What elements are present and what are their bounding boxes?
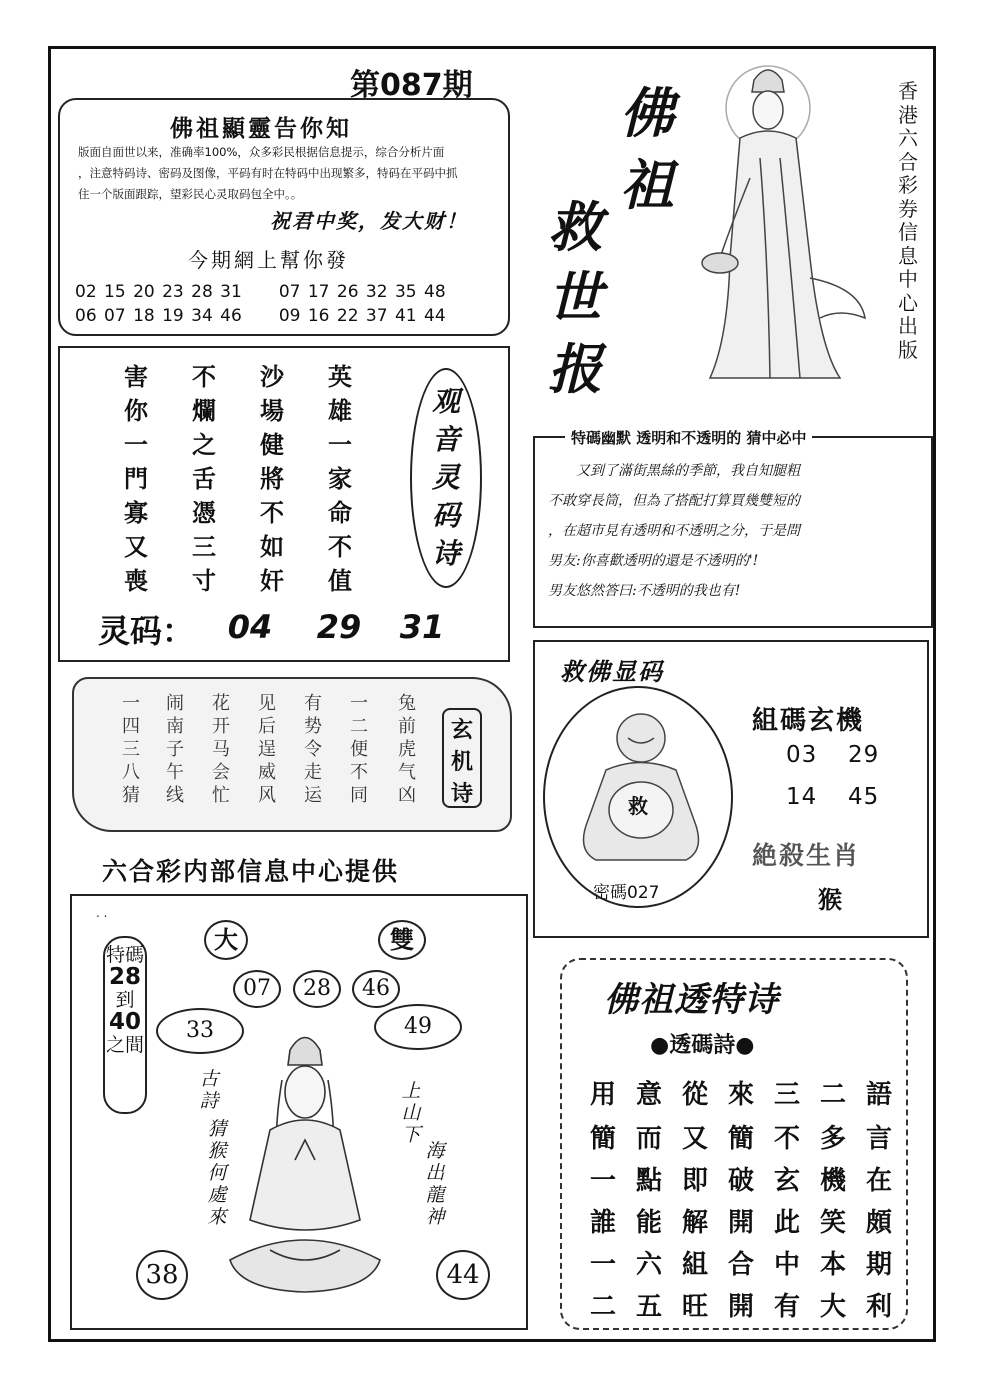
double-badge: 雙 xyxy=(378,920,426,960)
number-circle: 44 xyxy=(436,1250,490,1300)
code-number: 04 xyxy=(227,608,273,646)
poem-column: 害 你 一 門 寡 又 喪 xyxy=(124,362,148,595)
title-char: 佛 xyxy=(620,81,674,145)
pill-number: 40 xyxy=(108,1009,141,1035)
poem-row: 一點即破玄機在 xyxy=(590,1166,913,1196)
scroll-column: 一 四 三 八 猜 xyxy=(122,693,140,806)
tou-poem-title: 佛祖透特诗 xyxy=(604,980,779,1020)
right-vertical-poem-2 xyxy=(422,1140,448,1228)
poem-row: 用意從來三二語 xyxy=(590,1080,913,1110)
poem-char: 下 xyxy=(401,1124,421,1146)
standing-guanyin-illustration xyxy=(690,58,880,394)
pill-number: 28 xyxy=(108,964,141,990)
scroll-column: 有 势 令 走 运 xyxy=(304,693,322,806)
code-label: 灵码： xyxy=(98,612,195,650)
seated-guanyin-illustration xyxy=(210,1020,400,1300)
scroll-column: 兔 前 虎 气 凶 xyxy=(398,693,416,806)
provider-line: 六合彩内部信息中心提供 xyxy=(102,857,400,886)
scroll-column: 见 后 逞 威 风 xyxy=(258,693,276,806)
poem-char: 猜 xyxy=(207,1118,227,1140)
title-char: 世 xyxy=(548,265,602,329)
mima-label: 密碼027 xyxy=(593,883,660,903)
poem-char: 神 xyxy=(425,1206,445,1228)
poem-char: 猴 xyxy=(207,1140,227,1162)
poem-char: 海 xyxy=(425,1140,445,1162)
jueshao-title: 絶殺生肖 xyxy=(752,841,861,870)
number-circle: 33 xyxy=(156,1008,244,1054)
number-circle: 28 xyxy=(293,970,341,1008)
right-vertical-poem xyxy=(398,1080,424,1146)
notice-line: 住一个版面跟踪，望彩民心灵取码包全中。。 xyxy=(78,187,303,201)
title-char: 报 xyxy=(548,337,602,401)
big-badge: 大 xyxy=(204,920,248,960)
numbers-row-2: 06 07 18 19 34 46 09 16 22 37 41 44 xyxy=(75,306,446,326)
poem-row: 二五旺開有大利 xyxy=(590,1292,913,1322)
poem-char: 何 xyxy=(207,1162,227,1184)
notice-wish: 祝君中奖，发大财！ xyxy=(270,209,468,233)
poem-column: 沙 場 健 將 不 如 奸 xyxy=(260,362,284,595)
notice-subtitle: 今期網上幫你發 xyxy=(188,248,349,272)
scroll-column: 闹 南 子 午 线 xyxy=(166,693,184,806)
scroll-column: 一 二 便 不 同 xyxy=(350,693,368,806)
joke-line: 不敢穿長筒，但為了搭配打算買幾雙短的 xyxy=(548,493,800,509)
joke-line: ，在超市見有透明和不透明之分，于是問 xyxy=(548,523,800,539)
title-char: 救 xyxy=(548,195,602,259)
scroll-column: 花 开 马 会 忙 xyxy=(212,693,230,806)
poem-char: 上 xyxy=(401,1080,421,1102)
special-range-pill xyxy=(103,936,147,1114)
zuma-number: 03 xyxy=(786,742,818,768)
number-circle: 07 xyxy=(233,970,281,1008)
number-circle: 46 xyxy=(352,970,400,1008)
jueshao-value: 猴 xyxy=(818,885,842,914)
zuma-number: 29 xyxy=(848,742,880,768)
notice-title: 佛祖顯靈告你知 xyxy=(170,115,352,142)
pill-text: 之間 xyxy=(105,1034,144,1056)
joke-title: 特碼幽默 透明和不透明的 猜中必中 xyxy=(565,427,812,448)
poem-char: 來 xyxy=(207,1206,227,1228)
poem-column: 不 爛 之 舌 憑 三 寸 xyxy=(192,362,216,595)
publisher-vertical: 香 港 六 合 彩 券 信 息 中 心 出 版 xyxy=(898,79,918,362)
buddha-title: 救佛显码 xyxy=(560,657,664,686)
xuanji-label: 玄 机 诗 xyxy=(442,708,482,808)
joke-line: 男友悠然答曰:不透明的我也有! xyxy=(548,583,741,599)
numbers-row-1: 02 15 20 23 28 31 07 17 26 32 35 48 xyxy=(75,282,446,302)
poem-char: 詩 xyxy=(199,1090,219,1112)
pill-text: 特碼 xyxy=(105,944,144,966)
poem-row: 一六組合中本期 xyxy=(590,1250,913,1280)
number-circle: 49 xyxy=(374,1004,462,1050)
poem-column: 英 雄 一 家 命 不 值 xyxy=(328,362,352,595)
guanyin-label: 观 音 灵 码 诗 xyxy=(431,385,460,570)
notice-line: 版面自面世以来，准确率100%，众多彩民根据信息提示，综合分析片面 xyxy=(78,145,445,159)
pill-text: 到 xyxy=(115,989,135,1011)
poem-row: 誰能解開此笑頗 xyxy=(590,1208,913,1238)
poem-char: 龍 xyxy=(425,1184,445,1206)
poem-char: 處 xyxy=(207,1184,227,1206)
poem-char: 山 xyxy=(401,1102,421,1124)
number-circle: 38 xyxy=(136,1250,188,1300)
notice-body xyxy=(78,142,498,205)
code-number: 29 xyxy=(316,608,362,646)
joke-text xyxy=(548,456,920,606)
belly-char: 救 xyxy=(628,794,648,818)
code-number: 31 xyxy=(399,608,445,646)
notice-line: ，注意特码诗、密码及图像，平码有时在特码中出现繁多，特码在平码中抓 xyxy=(78,166,458,180)
joke-line: 又到了滿街黑絲的季節，我自知腿粗 xyxy=(548,463,800,479)
joke-line: 男友:你喜歡透明的還是不透明的'! xyxy=(548,553,759,569)
poem-char: 古 xyxy=(199,1068,219,1090)
poem-row: 簡而又簡不多言 xyxy=(590,1124,913,1154)
zuma-title: 組碼玄機 xyxy=(752,706,865,736)
poem-char: 出 xyxy=(425,1162,445,1184)
laughing-buddha-illustration xyxy=(566,700,716,870)
dots: . . xyxy=(96,906,108,920)
issue-number: 第087期 xyxy=(350,68,473,103)
zuma-number: 14 xyxy=(786,784,818,810)
title-char: 祖 xyxy=(620,153,674,217)
zuma-number: 45 xyxy=(848,784,880,810)
tou-poem-subtitle: ●透碼詩● xyxy=(650,1032,755,1058)
